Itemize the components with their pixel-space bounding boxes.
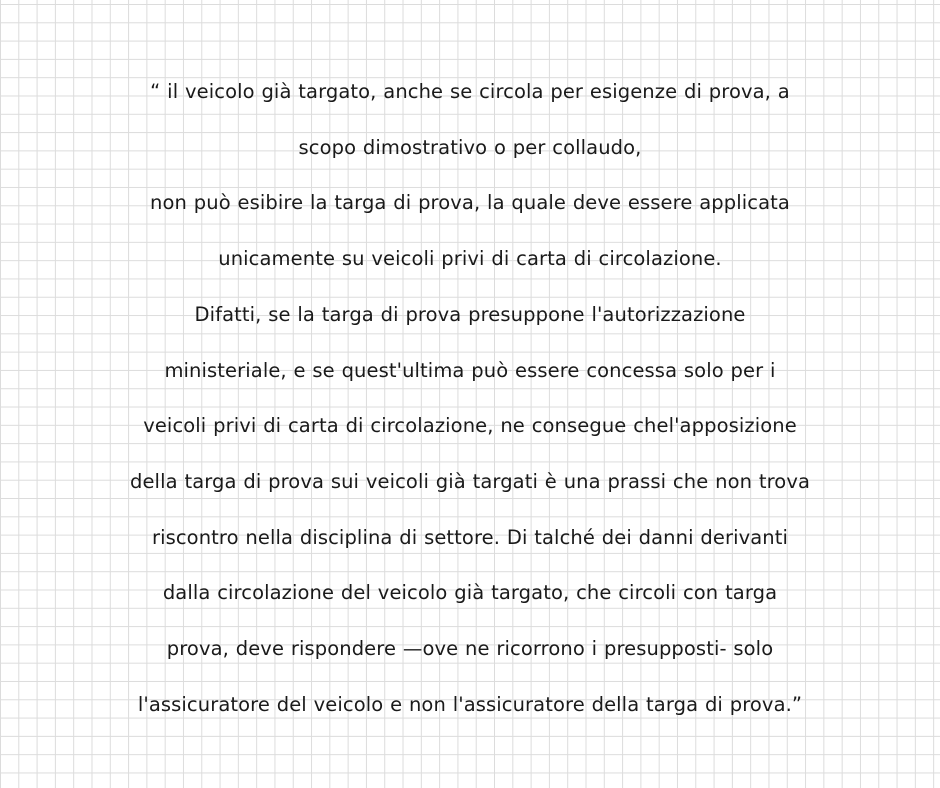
- quote-text: “ il veicolo già targato, anche se circola per esigenze di prova, a scopo dimostrativo o per collaudo, non può esibire la targa di prova, la quale deve essere applicata unicamente su veicoli privi di carta di circolazione. Difatti, se la targa di prova presuppone l'autorizzazione ministeriale, e se quest'ultima può essere concessa solo per i veicoli privi di carta di circolazione, ne consegue chel'apposizione della targa di prova sui veicoli già targati è una prassi che non trova riscontro nella disciplina di settore. Di talché dei danni derivanti dalla circolazione del veicolo già targato, che circoli con targa prova, deve rispondere —ove ne ricorrono i presupposti- solo l'assicuratore del veicolo e non l'assicuratore della targa di prova.”: [129, 80, 811, 716]
